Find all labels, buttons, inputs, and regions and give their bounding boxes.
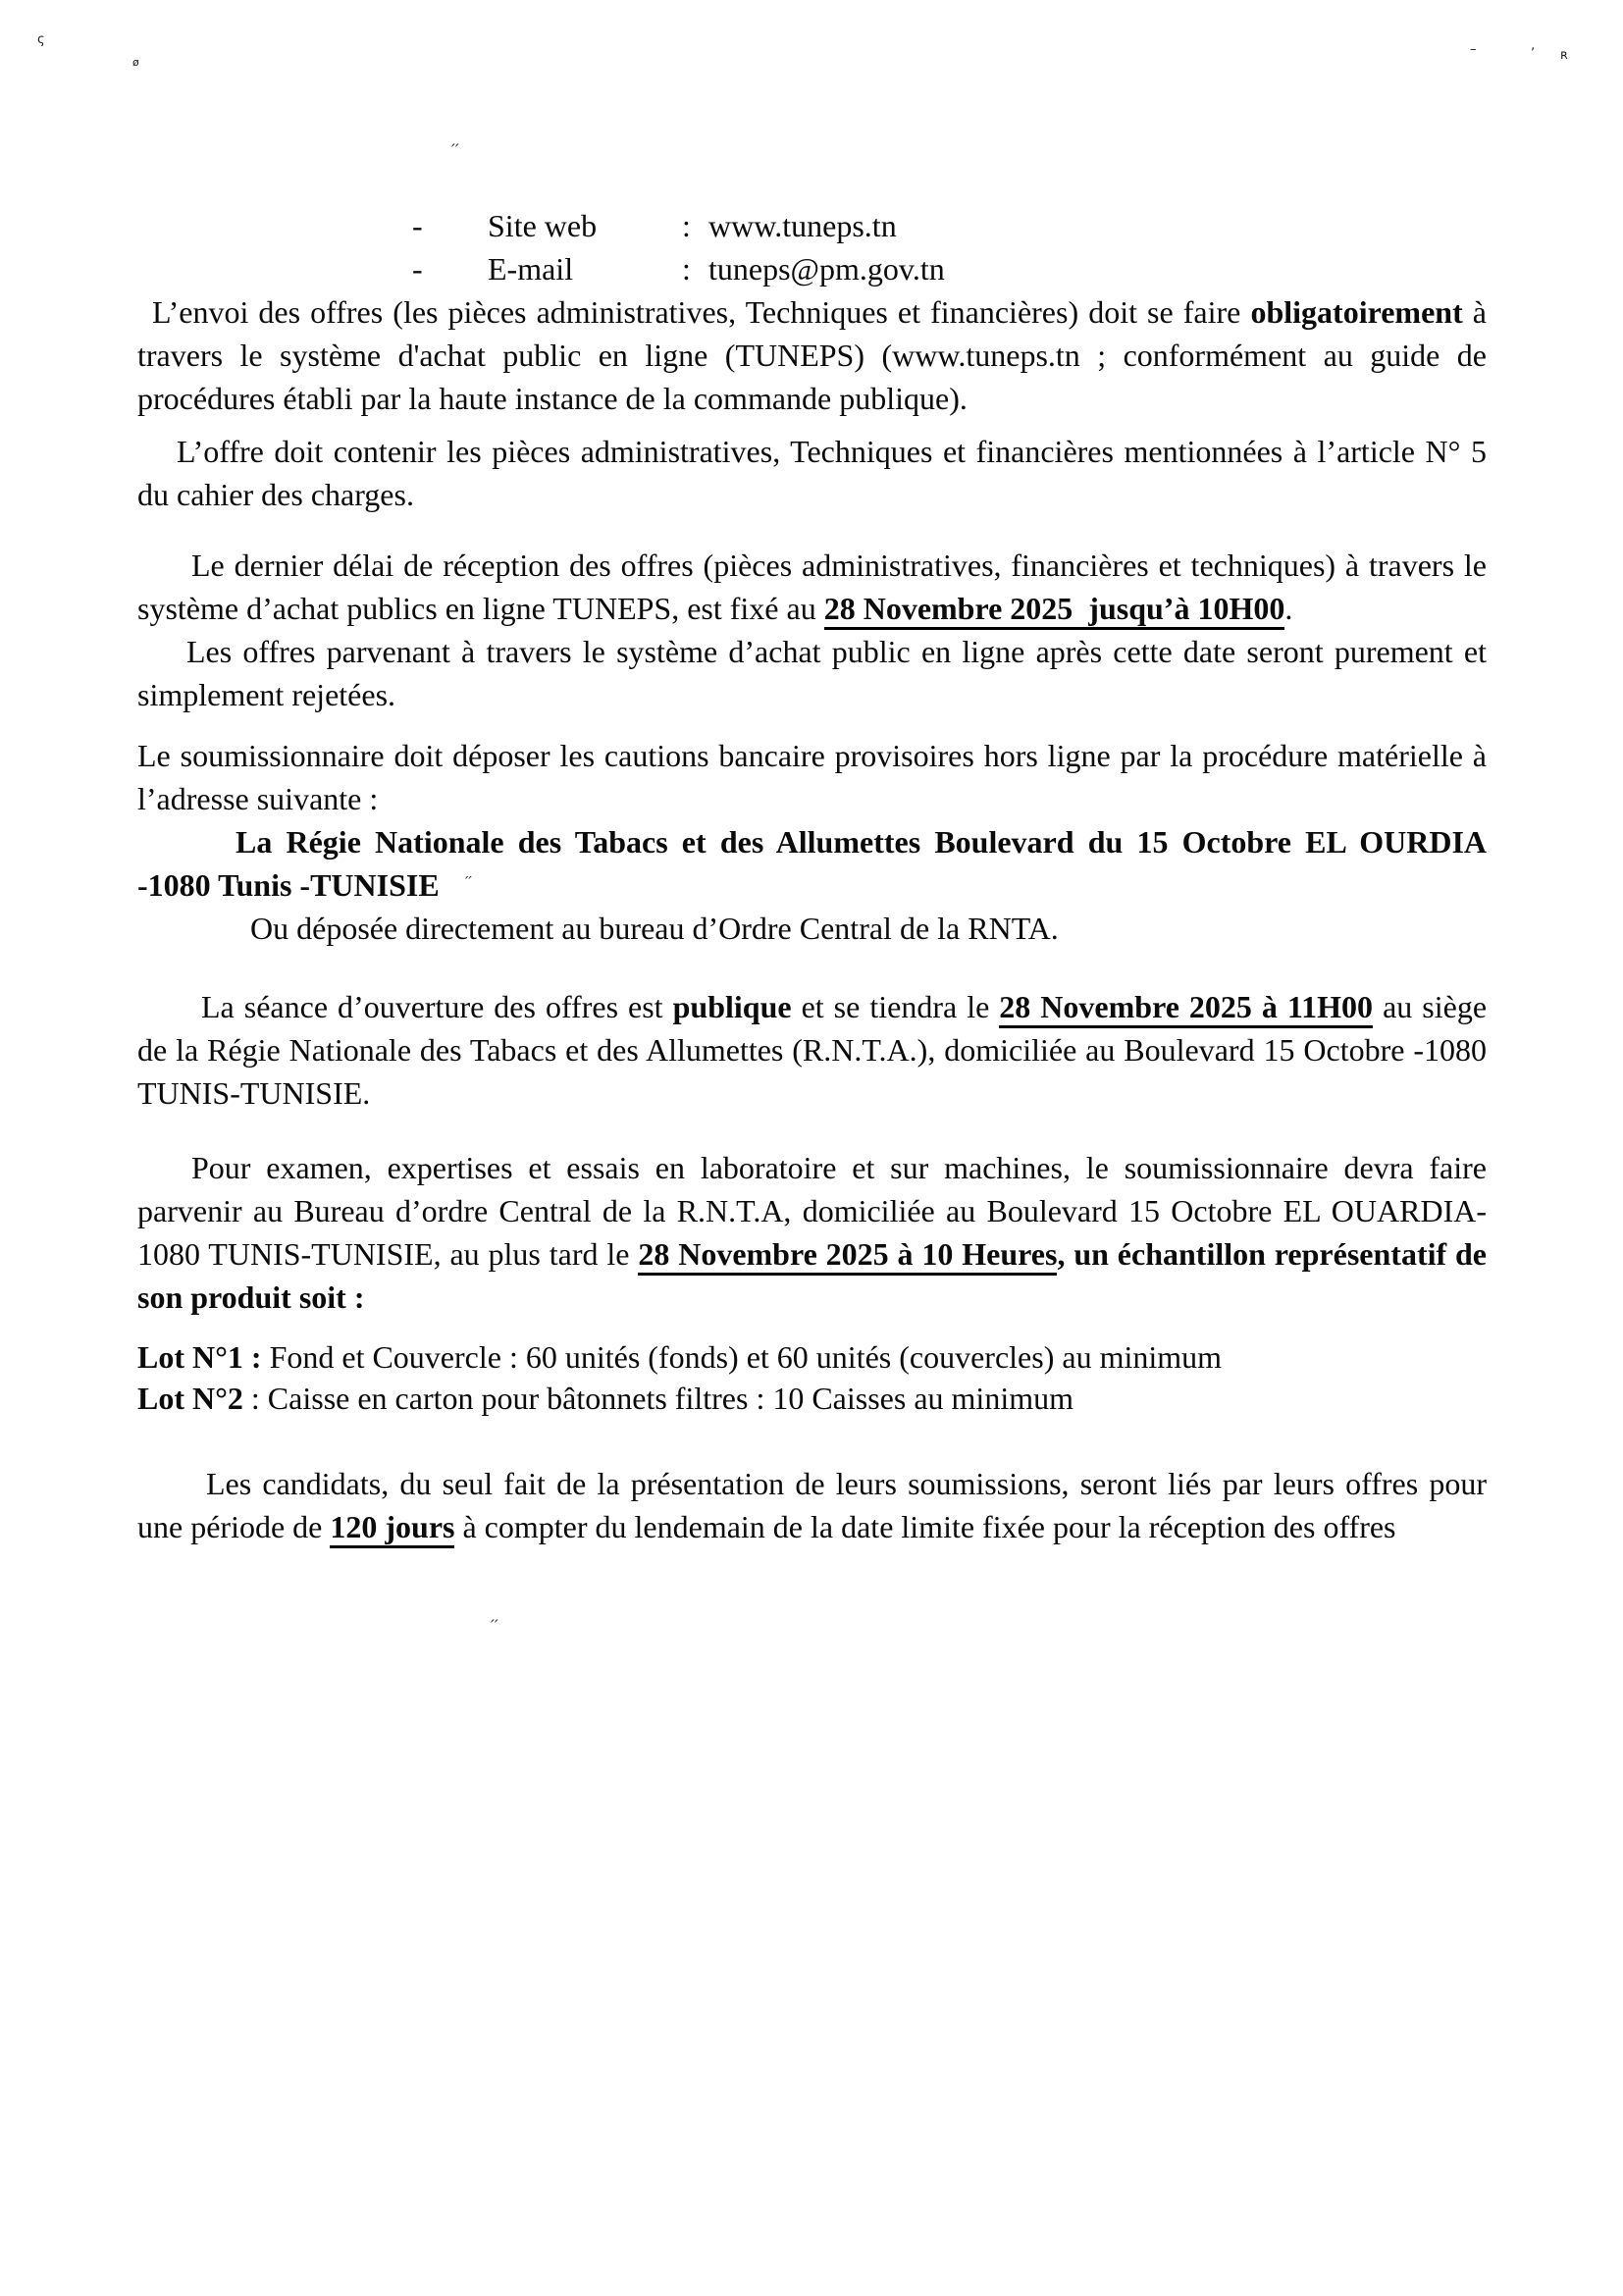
paragraph-adresse-rnta (137, 820, 1487, 907)
text-run: Le dernier délai de réception des offres (pièces administratives, financières et techniques) à travers le système d’achat publics en ligne TUNEPS, est fixé au (137, 548, 1487, 626)
scan-artifact: – (1470, 42, 1477, 57)
document-body (137, 204, 1487, 1548)
scan-artifact: ʀ (1560, 48, 1568, 63)
lot-2-label: Lot N°2 (137, 1381, 243, 1416)
lot-1-label: Lot N°1 : (137, 1339, 262, 1375)
text-run: à travers le système d'achat public en ligne (TUNEPS) (www.tuneps.tn ; conformément au guide de procédures établi par la haute instance de la commande publique). (137, 294, 1488, 416)
paragraph-seance-ouverture (137, 985, 1487, 1115)
text-run-bold: , un échantillon représentatif de son produit soit : (137, 1236, 1488, 1315)
scan-artifact: ø (132, 56, 139, 69)
text-run: L’offre doit contenir les pièces administratives, Techniques et financières mentionnées à l’article N° 5 du cahier des charges. (137, 434, 1487, 512)
text-run-bold: publique (672, 989, 792, 1024)
scan-artifact: ς (37, 32, 45, 47)
scan-artifact: ʼ (1531, 46, 1536, 61)
colon: : (682, 251, 691, 287)
text-run: Pour examen, expertises et essais en laboratoire et sur machines, le soumissionnaire devra faire parvenir au Bureau d’ordre Central de la R.N.T.A, domiciliée au Boulevard 15 Octobre EL OUARDIA-1080 TUNIS-TUNISIE, au plus tard le (137, 1150, 1487, 1272)
paragraph-depot-bureau-ordre (137, 907, 1487, 950)
paragraph-envoi-offres (137, 290, 1487, 420)
scan-artifact: ′′ (465, 873, 472, 891)
text-run-bold: obligatoirement (1250, 294, 1463, 330)
dash-bullet: - (412, 208, 423, 243)
text-run: : Caisse en carton pour bâtonnets filtres : 10 Caisses au minimum (242, 1381, 1073, 1416)
scan-artifact: ′′ (491, 1617, 498, 1637)
contact-row-email (137, 247, 1487, 290)
contact-label: E-mail (488, 251, 574, 287)
text-run: . (1284, 591, 1293, 626)
contact-value-email: tuneps@pm.gov.tn (708, 251, 945, 287)
sample-date-underlined: 28 Novembre 2025 à 10 Heures (638, 1236, 1057, 1276)
text-run: Les candidats, du seul fait de la présentation de leurs soumissions, seront liés par leurs offres pour une période de (137, 1466, 1487, 1544)
paragraph-cautions (137, 734, 1487, 820)
text-run: Ou déposée directement au bureau d’Ordre Central de la RNTA. (250, 911, 1059, 946)
colon: : (682, 208, 691, 243)
validity-period-underlined: 120 jours (330, 1509, 454, 1548)
contact-value-siteweb: www.tuneps.tn (708, 208, 897, 243)
dash-bullet: - (412, 251, 423, 287)
paragraph-validite-offres (137, 1462, 1487, 1548)
paragraph-contenu-offre (137, 430, 1487, 516)
lot-2-line (137, 1378, 1487, 1419)
paragraph-dernier-delai (137, 544, 1487, 630)
text-run: au siège de la Régie Nationale des Tabacs et des Allumettes (R.N.T.A.), domiciliée au Boulevard 15 Octobre -1080 TUNIS-TUNISIE. (137, 989, 1488, 1111)
contact-label: Site web (488, 208, 598, 243)
text-run: La séance d’ouverture des offres est (201, 989, 673, 1024)
opening-date-underlined: 28 Novembre 2025 à 11H00 (999, 989, 1373, 1028)
lot-1-line (137, 1336, 1487, 1378)
deadline-date-underlined: 28 Novembre 2025 jusqu’à 10H00 (824, 591, 1285, 630)
contact-block (137, 204, 1487, 290)
text-run: et se tiendra le (791, 989, 1000, 1024)
text-run-bold: La Régie Nationale des Tabacs et des Allumettes Boulevard du 15 Octobre EL OURDIA -1080 Tunis -TUNISIE (137, 824, 1487, 903)
text-run: à compter du lendemain de la date limite fixée pour la réception des offres (454, 1509, 1396, 1544)
paragraph-offres-rejetees (137, 630, 1487, 716)
contact-row-siteweb (137, 204, 1487, 247)
text-run: L’envoi des offres (les pièces administratives, Techniques et financières) doit se faire (152, 294, 1251, 330)
scan-artifact: ′′ (451, 141, 459, 161)
text-run: Le soumissionnaire doit déposer les cautions bancaire provisoires hors ligne par la procédure matérielle à l’adresse suivante : (137, 738, 1487, 816)
text-run: Fond et Couvercle : 60 unités (fonds) et 60 unités (couvercles) au minimum (261, 1339, 1223, 1375)
paragraph-examen-echantillon (137, 1146, 1487, 1319)
text-run: Les offres parvenant à travers le système d’achat public en ligne après cette date seront purement et simplement rejetées. (137, 634, 1487, 712)
